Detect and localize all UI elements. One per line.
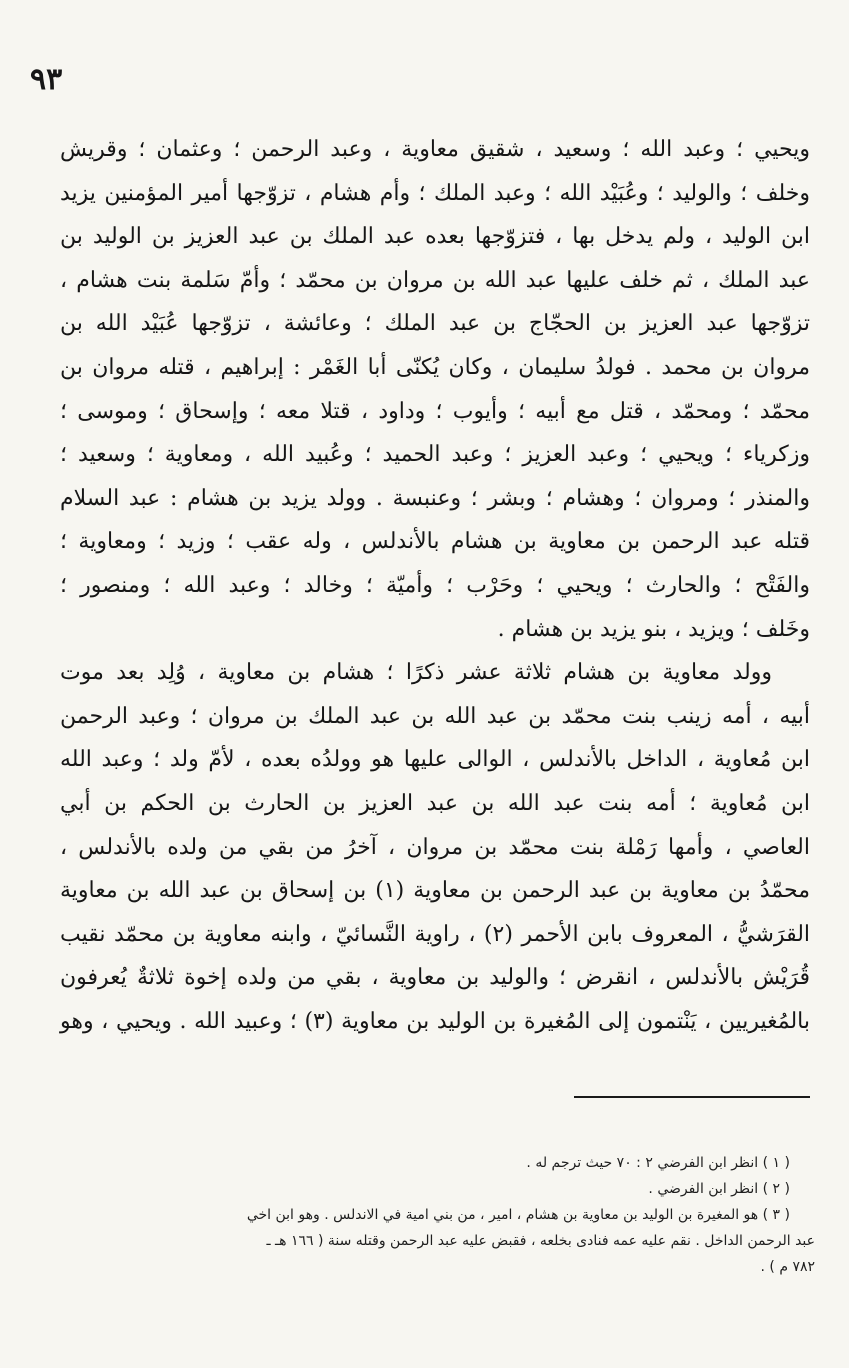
text-line: محمّد ؛ ومحمّد ، قتل مع أبيه ؛ وأيوب ؛ وداود ، قتلا معه ؛ وإسحاق ؛ وموسى ؛ bbox=[60, 398, 810, 424]
text-line: تزوّجها عبد العزيز بن الحجّاج بن عبد الملك ؛ وعائشة ، تزوّجها عُبَيْد الله بن bbox=[60, 311, 811, 337]
footnote-1: ( ١ ) انظر ابن الفرضي ٢ : ٧٠ حيث ترجم له . bbox=[526, 1155, 790, 1171]
text-line: وخَلف ؛ ويزيد ، بنو يزيد بن هشام . bbox=[497, 616, 810, 642]
text-line: وولد معاوية بن هشام ثلاثة عشر ذكرًا ؛ هشام بن معاوية ، وُلِد بعد موت bbox=[60, 660, 772, 686]
text-line: ابن مُعاوية ، الداخل بالأندلس ، الوالى عليها هو وولدُه بعده ، لأمّ ولد ؛ وعبد الله bbox=[60, 747, 810, 773]
footnote-2: ( ٢ ) انظر ابن الفرضي . bbox=[648, 1181, 790, 1197]
text-line: قُرَيْش بالأندلس ، انقرض ؛ والوليد بن معاوية ، بقي من ولده إخوة ثلاثةٌ يُعرفون bbox=[60, 965, 810, 991]
text-line: والفَتْح ؛ والحارث ؛ ويحيي ؛ وحَرْب ؛ وأميّة ؛ وخالد ؛ وعبد الله ؛ ومنصور ؛ bbox=[60, 572, 810, 598]
footnote-3-continued: ٧٨٢ م ) . bbox=[760, 1259, 815, 1275]
main-text-block bbox=[60, 128, 810, 1043]
footnotes-block bbox=[40, 1150, 815, 1280]
text-line: القرَشيُّ ، المعروف بابن الأحمر (٢) ، راوية النَّسائيّ ، وابنه معاوية بن محمّد نقيب bbox=[60, 921, 811, 947]
text-line: بالمُغيريين ، يَنْتمون إلى المُغيرة بن الوليد بن معاوية (٣) ؛ وعبيد الله . ويحيي ، وهو bbox=[60, 1008, 811, 1034]
page-number: ٩٣ bbox=[30, 62, 63, 97]
text-line: وزكرياء ؛ ويحيي ؛ وعبد العزيز ؛ وعبد الحميد ؛ وعُبيد الله ، ومعاوية ؛ وسعيد ؛ bbox=[60, 442, 810, 468]
text-line: ابن مُعاوية ؛ أمه بنت عبد الله بن عبد العزيز بن الحارث بن الحكم بن أبي bbox=[60, 790, 810, 816]
text-line: مروان بن محمد . فولدُ سليمان ، وكان يُكنّى أبا الغَمْر : إبراهيم ، قتله مروان بن bbox=[60, 354, 810, 380]
text-line: وخلف ؛ والوليد ؛ وعُبَيْد الله ؛ وعبد الملك ؛ وأم هشام ، تزوّجها أمير المؤمنين يزيد bbox=[60, 180, 810, 206]
text-line: محمّدُ بن معاوية بن عبد الرحمن بن معاوية (١) بن إسحاق بن عبد الله بن معاوية bbox=[60, 878, 811, 904]
text-line: العاصي ، وأمها رَمْلة بنت محمّد بن مروان ، آخرُ من بقي من ولده بالأندلس ، bbox=[60, 834, 810, 860]
text-line: قتله عبد الرحمن بن معاوية بن هشام بالأندلس ، وله عقب ؛ وزيد ؛ ومعاوية ؛ bbox=[60, 529, 810, 555]
footnote-separator bbox=[574, 1096, 810, 1098]
text-line: عبد الملك ، ثم خلف عليها عبد الله بن مروان بن محمّد ؛ وأمّ سَلمة بنت هشام ، bbox=[60, 267, 810, 293]
text-line: ويحيي ؛ وعبد الله ؛ وسعيد ، شقيق معاوية ، وعبد الرحمن ؛ وعثمان ؛ وقريش bbox=[60, 137, 811, 162]
text-line: أبيه ، أمه زينب بنت محمّد بن عبد الله بن عبد الملك بن مروان ؛ وعبد الرحمن bbox=[60, 703, 810, 729]
footnote-3-continued: عبد الرحمن الداخل . نقم عليه عمه فنادى بخلعه ، فقبض عليه عبد الرحمن وقتله سنة ( ١٦٦ هـ ـ bbox=[266, 1233, 815, 1249]
footnote-3: ( ٣ ) هو المغيرة بن الوليد بن معاوية بن هشام ، امير ، من بني امية في الاندلس . وهو ابن اخي bbox=[246, 1207, 790, 1223]
text-line: ابن الوليد ، ولم يدخل بها ، فتزوّجها بعده عبد الملك بن عبد العزيز بن الوليد بن bbox=[60, 224, 810, 250]
text-line: والمنذر ؛ ومروان ؛ وهشام ؛ وبشر ؛ وعنبسة . وولد يزيد بن هشام : عبد السلام bbox=[60, 485, 810, 511]
